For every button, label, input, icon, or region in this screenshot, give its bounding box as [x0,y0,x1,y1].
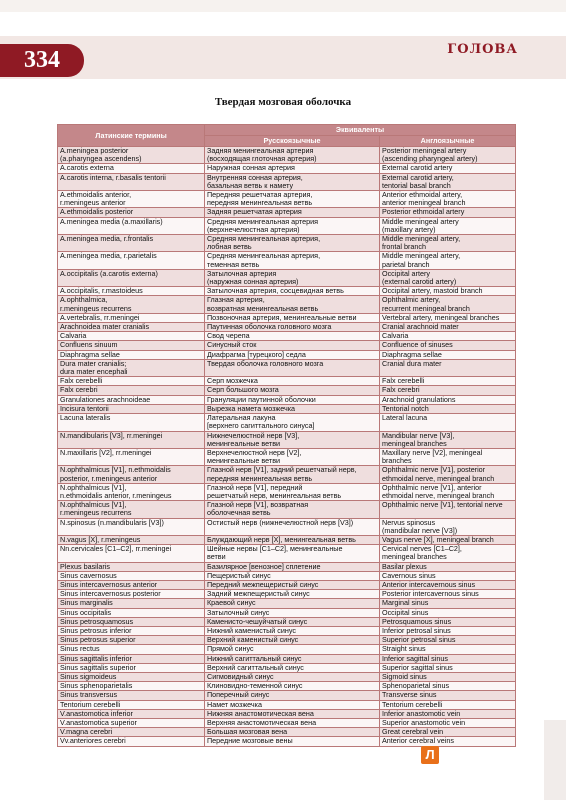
latin-term-cell: Sinus rectus [58,645,205,654]
russian-term-cell: Клиновидно-теменной синус [205,682,380,691]
english-term-cell: Vertebral artery, meningeal branches [380,313,516,322]
russian-term-cell: Нижний каменистый синус [205,626,380,635]
table-row [58,296,516,313]
table-row [58,608,516,617]
table-row [58,626,516,635]
english-term-cell: Anterior cerebral veins [380,737,516,746]
table-row [58,466,516,483]
latin-term-cell: A.ophthalmica, r.meningeus recurrens [58,296,205,313]
english-term-cell: Confluence of sinuses [380,341,516,350]
russian-term-cell: Глазной нерв [V1], передний решетчатый нерв, менингеальная ветвь [205,483,380,500]
english-term-cell: Ophthalmic nerve [V1], posterior ethmoidal nerve, meningeal branch [380,466,516,483]
russian-term-cell: Нижняя анастомотическая вена [205,709,380,718]
russian-term-cell: Задняя менингеальная артерия (восходящая глоточная артерия) [205,147,380,164]
russian-term-cell: Паутинная оболочка головного мозга [205,323,380,332]
table-row [58,164,516,173]
english-term-cell: Vagus nerve [X], meningeal branch [380,535,516,544]
russian-term-cell: Пещеристый синус [205,571,380,580]
english-term-cell: Middle meningeal artery, parietal branch [380,252,516,269]
english-term-cell: Middle meningeal artery, frontal branch [380,235,516,252]
russian-term-cell: Глазной нерв [V1], задний решетчатый нерв, передняя менингеальная ветвь [205,466,380,483]
english-term-cell: Mandibular nerve [V3], meningeal branches [380,431,516,448]
table-row [58,217,516,234]
english-term-cell: Occipital artery (external carotid artery) [380,269,516,286]
latin-term-cell: Sinus sigmoideus [58,672,205,681]
english-term-cell: Maxillary nerve [V2], meningeal branches [380,448,516,465]
latin-term-cell: Dura mater cranialis; dura mater encephali [58,359,205,376]
table-row [58,535,516,544]
table-row [58,208,516,217]
russian-term-cell: Глазной нерв [V1], возвратная оболочечная ветвь [205,501,380,518]
latin-term-cell: A.meningea media (a.maxillaris) [58,217,205,234]
russian-term-cell: Затылочная артерия, сосцевидная ветвь [205,287,380,296]
latin-term-cell: Sinus petrosquamosus [58,617,205,626]
latin-term-cell: Diaphragma sellae [58,350,205,359]
english-term-cell: Lateral lacuna [380,414,516,431]
english-term-cell: Inferior sagittal sinus [380,654,516,663]
table-row [58,252,516,269]
latin-term-cell: Sinus intercavernosus anterior [58,580,205,589]
table-row [58,728,516,737]
russian-term-cell: Верхнечелюстной нерв [V2], менингеальные ветви [205,448,380,465]
russian-term-cell: Позвоночная артерия, менингеальные ветви [205,313,380,322]
table-row [58,341,516,350]
latin-term-cell: N.mandibularis [V3], rr.meningei [58,431,205,448]
russian-term-cell: Средняя менингеальная артерия (верхнечелюстная артерия) [205,217,380,234]
latin-term-cell: V.magna cerebri [58,728,205,737]
english-term-cell: Anterior ethmoidal artery, anterior meningeal branch [380,191,516,208]
table-row [58,287,516,296]
table-row [58,571,516,580]
russian-term-cell: Передние мозговые вены [205,737,380,746]
latin-term-cell: A.meningea media, r.parietalis [58,252,205,269]
header-russian: Русскоязычные [205,136,380,147]
table-row [58,483,516,500]
table-row [58,691,516,700]
latin-term-cell: Tentorium cerebelli [58,700,205,709]
russian-term-cell: Наружная сонная артерия [205,164,380,173]
table-row [58,235,516,252]
russian-term-cell: Задний межпещеристый синус [205,590,380,599]
latin-term-cell: Calvaria [58,332,205,341]
russian-term-cell: Нижний сагиттальный синус [205,654,380,663]
section-title: ГОЛОВА [447,42,518,57]
table-row [58,599,516,608]
latin-term-cell: Sinus petrosus inferior [58,626,205,635]
latin-term-cell: N.ophthalmicus [V1], r.meningeus recurrens [58,501,205,518]
english-term-cell: Transverse sinus [380,691,516,700]
russian-term-cell: Поперечный синус [205,691,380,700]
table-row [58,313,516,322]
header-latin: Латинские термины [58,125,205,147]
latin-term-cell: Sinus sagittalis superior [58,663,205,672]
latin-term-cell: Confluens sinuum [58,341,205,350]
english-term-cell: Ophthalmic nerve [V1], anterior ethmoidal nerve, meningeal branch [380,483,516,500]
russian-term-cell: Затылочный синус [205,608,380,617]
latin-term-cell: Nn.cervicales [C1–C2], rr.meningei [58,545,205,562]
english-term-cell: Middle meningeal artery (maxillary artery) [380,217,516,234]
latin-term-cell: V.anastomotica inferior [58,709,205,718]
english-term-cell: Great cerebral vein [380,728,516,737]
latin-term-cell: Sinus petrosus superior [58,636,205,645]
russian-term-cell: Глазная артерия, возвратная менингеальная ветвь [205,296,380,313]
russian-term-cell: Верхний каменистый синус [205,636,380,645]
english-term-cell: Tentorial notch [380,404,516,413]
table-row [58,332,516,341]
russian-term-cell: Блуждающий нерв [X], менингеальная ветвь [205,535,380,544]
table-body [58,147,516,747]
english-term-cell: Cranial arachnoid mater [380,323,516,332]
table-row [58,269,516,286]
page-corner-shadow [544,720,566,800]
latin-term-cell: V.anastomotica superior [58,719,205,728]
table-row [58,617,516,626]
table-row [58,700,516,709]
russian-term-cell: Серп мозжечка [205,377,380,386]
russian-term-cell: Намет мозжечка [205,700,380,709]
russian-term-cell: Большая мозговая вена [205,728,380,737]
latin-term-cell: A.carotis externa [58,164,205,173]
table-row [58,404,516,413]
latin-term-cell: N.ophthalmicus [V1], n.ethmoidalis anterior, r.meningeus [58,483,205,500]
english-term-cell: Sphenoparietal sinus [380,682,516,691]
latin-term-cell: Lacuna lateralis [58,414,205,431]
latin-term-cell: A.vertebralis, rr.meningei [58,313,205,322]
table-row [58,386,516,395]
russian-term-cell: Передний межпещеристый синус [205,580,380,589]
latin-term-cell: Sinus intercavernosus posterior [58,590,205,599]
russian-term-cell: Базилярное [венозное] сплетение [205,562,380,571]
russian-term-cell: Вырезка намета мозжечка [205,404,380,413]
russian-term-cell: Прямой синус [205,645,380,654]
russian-term-cell: Нижнечелюстной нерв [V3], менингеальные ветви [205,431,380,448]
table-row [58,414,516,431]
russian-term-cell: Задняя решетчатая артерия [205,208,380,217]
english-term-cell: Posterior intercavernous sinus [380,590,516,599]
russian-term-cell: Краевой синус [205,599,380,608]
english-term-cell: Straight sinus [380,645,516,654]
english-term-cell: Basilar plexus [380,562,516,571]
publisher-logo-icon: Л [421,746,439,764]
latin-term-cell: N.spinosus (n.mandibularis [V3]) [58,518,205,535]
russian-term-cell: Свод черепа [205,332,380,341]
russian-term-cell: Грануляции паутинной оболочки [205,395,380,404]
latin-term-cell: Sinus marginalis [58,599,205,608]
english-term-cell: Diaphragma sellae [380,350,516,359]
russian-term-cell: Шейные нервы [C1–C2], менингеальные ветви [205,545,380,562]
table-row [58,682,516,691]
latin-term-cell: Falx cerebri [58,386,205,395]
latin-term-cell: Sinus sagittalis inferior [58,654,205,663]
table-row [58,737,516,746]
header-english: Англоязычные [380,136,516,147]
russian-term-cell: Латеральная лакуна [верхнего сагиттального синуса] [205,414,380,431]
table-title: Твердая мозговая оболочка [214,96,352,108]
russian-term-cell: Средняя менингеальная артерия, теменная ветвь [205,252,380,269]
english-term-cell: External carotid artery [380,164,516,173]
english-term-cell: External carotid artery, tentorial basal branch [380,173,516,190]
english-term-cell: Cavernous sinus [380,571,516,580]
english-term-cell: Occipital sinus [380,608,516,617]
page-top-strip [0,0,566,12]
english-term-cell: Falx cerebelli [380,377,516,386]
russian-term-cell: Синусный сток [205,341,380,350]
table-row [58,448,516,465]
table-row [58,350,516,359]
russian-term-cell: Диафрагма [турецкого] седла [205,350,380,359]
table-row [58,377,516,386]
table-row [58,359,516,376]
english-term-cell: Ophthalmic nerve [V1], tentorial nerve [380,501,516,518]
latin-term-cell: Sinus occipitalis [58,608,205,617]
latin-term-cell: Incisura tentorii [58,404,205,413]
russian-term-cell: Внутренняя сонная артерия, базальная ветвь к намету [205,173,380,190]
latin-term-cell: A.meningea media, r.frontalis [58,235,205,252]
english-term-cell: Posterior ethmoidal artery [380,208,516,217]
table-row [58,518,516,535]
english-term-cell: Inferior petrosal sinus [380,626,516,635]
latin-term-cell: Arachnoidea mater cranialis [58,323,205,332]
latin-term-cell: N.maxillaris [V2], rr.meningei [58,448,205,465]
table-row [58,147,516,164]
english-term-cell: Superior sagittal sinus [380,663,516,672]
latin-term-cell: A.ethmoidalis anterior, r.meningeus anterior [58,191,205,208]
latin-term-cell: N.vagus [X], r.meningeus [58,535,205,544]
table-row [58,545,516,562]
latin-term-cell: Falx cerebelli [58,377,205,386]
latin-term-cell: A.occipitalis, r.mastoideus [58,287,205,296]
table-row [58,636,516,645]
latin-term-cell: Sinus sphenoparietalis [58,682,205,691]
russian-term-cell: Остистый нерв (нижнечелюстной нерв [V3]) [205,518,380,535]
table-row [58,395,516,404]
table-row [58,663,516,672]
russian-term-cell: Твердая оболочка головного мозга [205,359,380,376]
english-term-cell: Sigmoid sinus [380,672,516,681]
table-row [58,562,516,571]
russian-term-cell: Передняя решетчатая артерия, передняя менингеальная ветвь [205,191,380,208]
latin-term-cell: Sinus cavernosus [58,571,205,580]
russian-term-cell: Каменисто-чешуйчатый синус [205,617,380,626]
english-term-cell: Ophthalmic artery, recurrent meningeal branch [380,296,516,313]
english-term-cell: Calvaria [380,332,516,341]
english-term-cell: Falx cerebri [380,386,516,395]
english-term-cell: Cranial dura mater [380,359,516,376]
russian-term-cell: Сигмовидный синус [205,672,380,681]
table-row [58,590,516,599]
latin-term-cell: Sinus transversus [58,691,205,700]
page-number: 334 [0,44,84,77]
english-term-cell: Anterior intercavernous sinus [380,580,516,589]
latin-term-cell: Granulationes arachnoideae [58,395,205,404]
table-row [58,719,516,728]
russian-term-cell: Верхний сагиттальный синус [205,663,380,672]
table-row [58,173,516,190]
latin-term-cell: Vv.anteriores cerebri [58,737,205,746]
russian-term-cell: Серп большого мозга [205,386,380,395]
table-row [58,323,516,332]
table-row [58,501,516,518]
table-row [58,654,516,663]
table-row [58,431,516,448]
english-term-cell: Superior petrosal sinus [380,636,516,645]
latin-term-cell: A.carotis interna, r.basalis tentorii [58,173,205,190]
english-term-cell: Superior anastomotic vein [380,719,516,728]
latin-term-cell: A.occipitalis (a.carotis externa) [58,269,205,286]
russian-term-cell: Затылочная артерия (наружная сонная артерия) [205,269,380,286]
table-row [58,191,516,208]
english-term-cell: Cervical nerves [C1–C2], meningeal branches [380,545,516,562]
header-equivalents: Эквиваленты [205,125,516,136]
table-row [58,672,516,681]
latin-term-cell: A.meningea posterior (a.pharyngea ascendens) [58,147,205,164]
english-term-cell: Posterior meningeal artery (ascending pharyngeal artery) [380,147,516,164]
latin-term-cell: A.ethmoidalis posterior [58,208,205,217]
english-term-cell: Arachnoid granulations [380,395,516,404]
english-term-cell: Marginal sinus [380,599,516,608]
table-row [58,580,516,589]
english-term-cell: Petrosquamous sinus [380,617,516,626]
english-term-cell: Tentorium cerebelli [380,700,516,709]
table-row [58,709,516,718]
russian-term-cell: Верхняя анастомотическая вена [205,719,380,728]
latin-term-cell: Plexus basilaris [58,562,205,571]
latin-term-cell: N.ophthalmicus [V1], n.ethmoidalis posterior, r.meningeus anterior [58,466,205,483]
english-term-cell: Inferior anastomotic vein [380,709,516,718]
terminology-table [57,124,516,747]
english-term-cell: Nervus spinosus (mandibular nerve [V3]) [380,518,516,535]
table-row [58,645,516,654]
russian-term-cell: Средняя менингеальная артерия, лобная ветвь [205,235,380,252]
english-term-cell: Occipital artery, mastoid branch [380,287,516,296]
